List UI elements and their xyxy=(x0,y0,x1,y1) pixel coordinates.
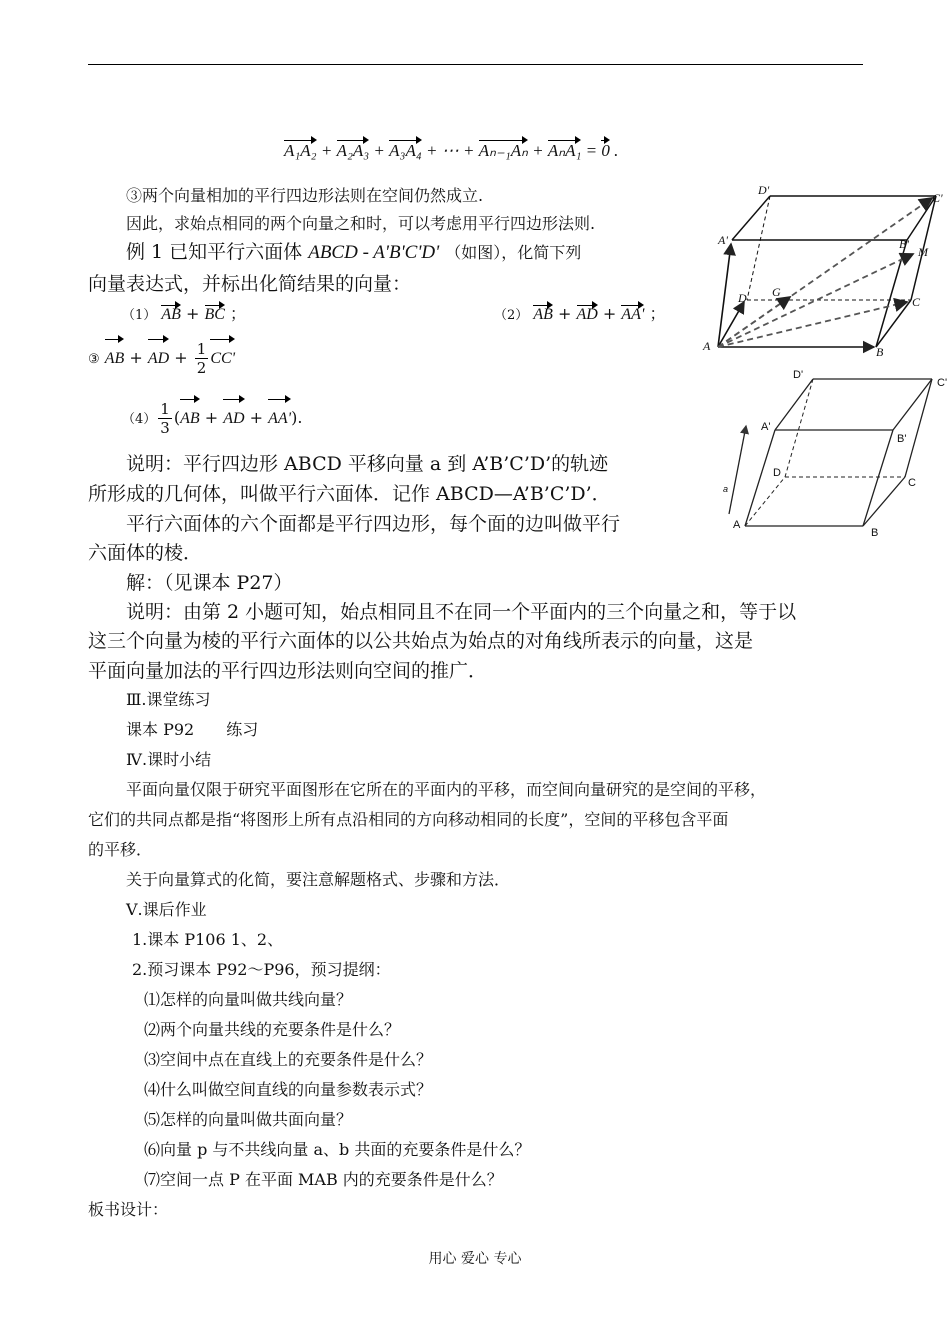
homework-item: ⑹向量 p 与不共线向量 a、b 共面的充要条件是什么？ xyxy=(144,1140,531,1159)
label-a: A xyxy=(703,339,711,353)
label-c1: C' xyxy=(937,377,947,389)
explain3-line3: 平面向量加法的平行四边形法则向空间的推广． xyxy=(88,660,488,682)
section-4-p1-line2: 它们的共同点都是指“将图形上所有点沿相同的方向移动相同的长度”，空间的平移包含平面 xyxy=(88,810,729,829)
footer-text: 用心 爱心 专心 xyxy=(428,1251,522,1267)
label-b: B xyxy=(871,527,879,539)
plus-sign: + xyxy=(532,141,544,160)
plus-sign: + xyxy=(320,141,333,160)
vec-ab: AB xyxy=(180,399,200,439)
plus-sign: + xyxy=(373,141,385,160)
ellipsis: ⋯ xyxy=(441,141,459,160)
vec-a3a4: A₃A₄ xyxy=(389,141,422,160)
vec-ab: AB xyxy=(105,339,125,379)
section-4-title: Ⅳ.课时小结 xyxy=(126,750,212,769)
board-design: 板书设计： xyxy=(88,1200,169,1219)
period: . xyxy=(614,141,619,160)
solution: 解：（见课本 P27） xyxy=(126,572,293,594)
q1-end: ； xyxy=(230,304,247,323)
example-prefix: 例 1 已知平行六面体 xyxy=(126,241,303,263)
question-3: ③ AB + AD + $\frac{1}{2}$ CC' xyxy=(88,340,236,377)
example-1-line1 xyxy=(126,240,581,265)
label-d: D xyxy=(738,291,747,305)
label-a1: A' xyxy=(761,421,771,433)
solid-name: ABCD - A'B'C'D' xyxy=(308,242,440,263)
q4-end: ). xyxy=(291,408,303,427)
question-2: （2） AB + AD + AA' ； xyxy=(494,304,666,323)
vec-ad: AD xyxy=(576,306,598,323)
homework-item: ⑴怎样的向量叫做共线向量？ xyxy=(144,990,353,1009)
section-4-p1-line3: 的平移． xyxy=(88,840,153,859)
para-therefore: 因此，求始点相同的两个向量之和时，可以考虑用平行四边形法则. xyxy=(126,214,596,233)
vec-ad: AD xyxy=(223,399,244,439)
label-g: G xyxy=(772,285,781,299)
label-d1: D' xyxy=(793,369,804,381)
homework-2: 2.预习课本 P92～P96，预习提纲： xyxy=(132,960,391,979)
label-b1: B' xyxy=(899,237,909,251)
vec-an1an: Aₙ₋₁Aₙ xyxy=(478,141,528,160)
label-a: A xyxy=(733,519,741,531)
label-b1: B' xyxy=(897,433,907,445)
label-a1: A' xyxy=(718,233,728,247)
plus-sign: + xyxy=(462,141,475,160)
section-3-title: Ⅲ.课堂练习 xyxy=(126,690,211,709)
homework-item: ⑺空间一点 P 在平面 MAB 内的充要条件是什么？ xyxy=(144,1170,503,1189)
section-4-p1-line1: 平面向量仅限于研究平面图形在它所在的平面内的平移，而空间向量研究的是空间的平移， xyxy=(126,780,767,799)
vec-cc1: CC' xyxy=(210,339,235,379)
explain2-line2: 六面体的棱． xyxy=(88,542,203,564)
explain2-line1: 平行六面体的六个面都是平行四边形，每个面的边叫做平行 xyxy=(126,513,621,535)
explain1-line1: 说明：平行四边形 ABCD 平移向量 a 到 A’B’C’D’的轨迹 xyxy=(126,453,609,475)
q1-label: （1） xyxy=(122,308,157,323)
homework-item: ⑵两个向量共线的充要条件是什么？ xyxy=(144,1020,401,1039)
explain3-line2: 这三个向量为棱的平行六面体的以公共始点为始点的对角线所表示的向量，这是 xyxy=(88,630,754,652)
vec-ab: AB xyxy=(161,306,181,323)
q2-end: ； xyxy=(649,304,666,323)
label-c1: C' xyxy=(932,191,943,205)
homework-item: ⑸怎样的向量叫做共面向量？ xyxy=(144,1110,353,1129)
explain3-line1: 说明：由第 2 小题可知，始点相同且不在同一个平面内的三个向量之和，等于以 xyxy=(126,601,797,623)
explain1-line2: 所形成的几何体，叫做平行六面体．记作 ABCD—A’B’C’D’． xyxy=(88,483,611,505)
section-4-p2: 关于向量算式的化简，要注意解题格式、步骤和方法． xyxy=(126,870,511,889)
q4-label: （4） xyxy=(122,412,157,427)
zero-vector: 0 xyxy=(601,141,610,160)
plus-sign: + xyxy=(426,141,438,160)
homework-item: ⑶空间中点在直线上的充要条件是什么？ xyxy=(144,1050,433,1069)
homework-1: 1.课本 P106 1、2、 xyxy=(132,930,284,949)
question-1: （1） AB + BC ； xyxy=(122,304,247,323)
vec-bc: BC xyxy=(204,306,225,323)
q3-label: ③ xyxy=(88,352,100,367)
label-b: B xyxy=(876,345,884,359)
fraction-third: $\frac{1}{3}$ xyxy=(160,400,170,437)
header-rule xyxy=(88,64,863,65)
label-d1: D' xyxy=(758,183,770,197)
vec-aa1: AA' xyxy=(268,399,291,439)
label-c: C xyxy=(908,477,916,489)
label-d: D xyxy=(773,467,781,479)
fraction-half: $\frac{1}{2}$ xyxy=(196,340,207,377)
vec-aa1: AA' xyxy=(621,306,645,323)
para-parallelogram-rule: ③两个向量相加的平行四边形法则在空间仍然成立. xyxy=(126,186,484,205)
paren-open: ( xyxy=(173,408,181,427)
vec-a1a2: A₁A₂ xyxy=(284,141,317,160)
label-m: M xyxy=(918,245,928,259)
section-5-title: Ⅴ.课后作业 xyxy=(126,900,207,919)
example-1-line2: 向量表达式，并标出化简结果的向量： xyxy=(88,273,412,295)
question-4: （4） $\frac{1}{3}$ (AB + AD + AA'). xyxy=(122,400,303,437)
vec-ana1: AₙA₁ xyxy=(547,141,582,160)
parallelepiped-translation-figure xyxy=(715,366,947,546)
parallelepiped-diagonal-figure xyxy=(700,182,946,362)
vec-a2a3: A₂A₃ xyxy=(336,141,370,160)
label-c: C xyxy=(912,295,921,309)
equals-sign: = xyxy=(585,141,598,160)
section-3-body: 课本 P92 练习 xyxy=(126,720,259,739)
q2-label: （2） xyxy=(494,308,529,323)
vector-sum-formula xyxy=(284,140,618,162)
vec-ad: AD xyxy=(148,339,169,379)
homework-item: ⑷什么叫做空间直线的向量参数表示式？ xyxy=(144,1080,433,1099)
example-suffix: （如图），化简下列 xyxy=(445,243,582,262)
label-vector-a: a xyxy=(723,484,729,494)
vec-ab: AB xyxy=(533,306,553,323)
